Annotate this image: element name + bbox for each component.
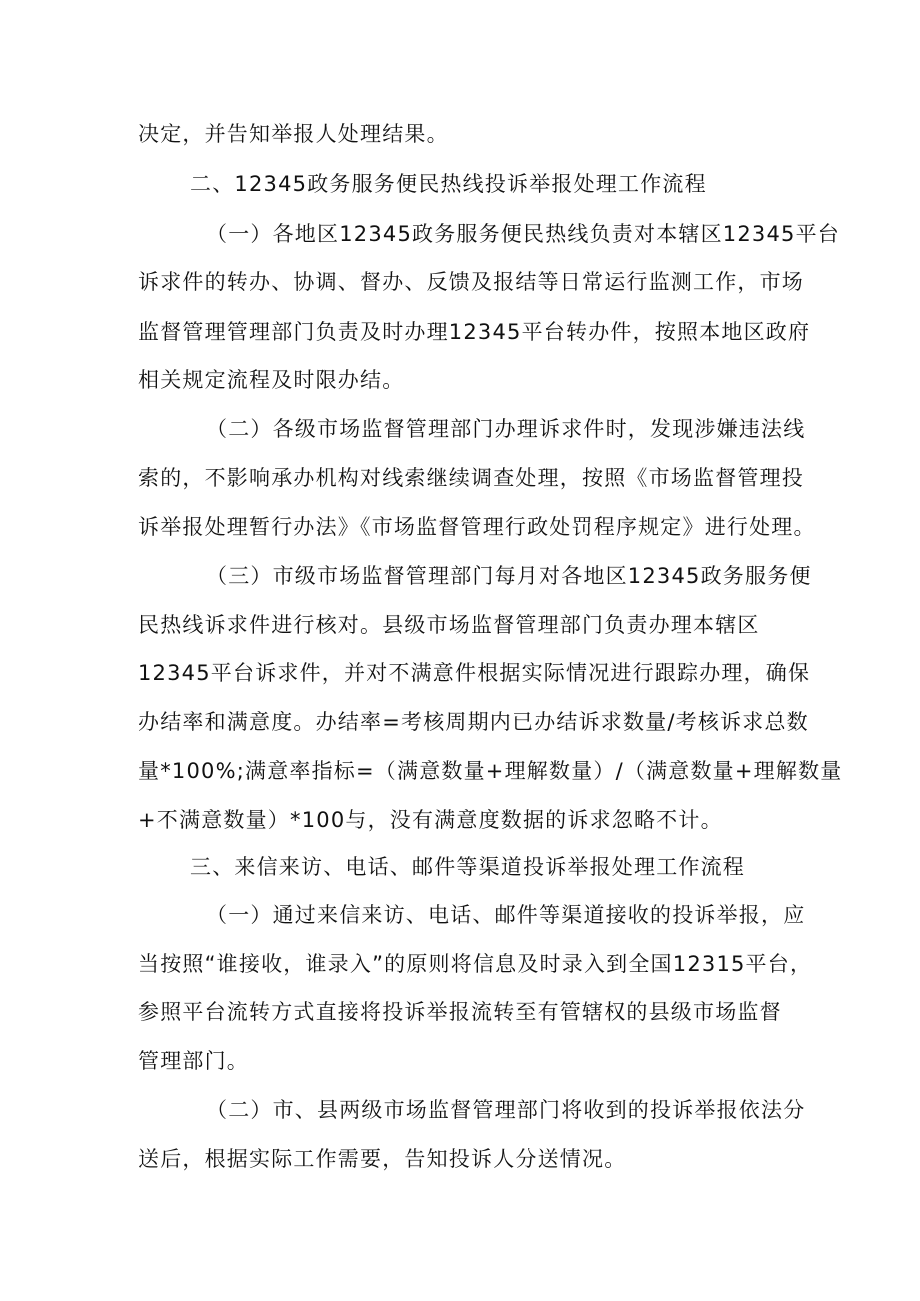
text-line-22: 送后，根据实际工作需要，告知投诉人分送情况。 bbox=[138, 1147, 627, 1171]
text-line-15: +不满意数量）*100与，没有满意度数据的诉求忽略不计。 bbox=[138, 808, 723, 832]
text-line-11: 民热线诉求件进行核对。县级市场监督管理部门负责办理本辖区 bbox=[138, 613, 760, 637]
text-line-7: （二）各级市场监督管理部门办理诉求件时，发现涉嫌违法线 bbox=[206, 417, 806, 441]
text-line-18: 当按照“谁接收，谁录入”的原则将信息及时录入到全国12315平台， bbox=[138, 952, 813, 976]
section-heading-2: 二、12345政务服务便民热线投诉举报处理工作流程 bbox=[190, 172, 707, 196]
section-heading-3: 三、来信来访、电话、邮件等渠道投诉举报处理工作流程 bbox=[190, 855, 745, 879]
text-line-19: 参照平台流转方式直接将投诉举报流转至有管辖权的县级市场监督 bbox=[138, 1000, 782, 1024]
text-line-3: （一）各地区12345政务服务便民热线负责对本辖区12345平台 bbox=[206, 222, 841, 246]
text-line-12: 12345平台诉求件，并对不满意件根据实际情况进行跟踪办理，确保 bbox=[138, 661, 811, 685]
text-line-1: 决定，并告知举报人处理结果。 bbox=[138, 122, 449, 146]
text-line-21: （二）市、县两级市场监督管理部门将收到的投诉举报依法分 bbox=[206, 1098, 806, 1122]
text-line-4: 诉求件的转办、协调、督办、反馈及报结等日常运行监测工作，市场 bbox=[138, 270, 804, 294]
text-line-10: （三）市级市场监督管理部门每月对各地区12345政务服务便 bbox=[206, 564, 812, 588]
text-line-6: 相关规定流程及时限办结。 bbox=[138, 368, 405, 392]
text-line-9: 诉举报处理暂行办法》《市场监督管理行政处罚程序规定》进行处理。 bbox=[138, 515, 816, 539]
text-line-20: 管理部门。 bbox=[138, 1049, 249, 1073]
text-line-17: （一）通过来信来访、电话、邮件等渠道接收的投诉举报，应 bbox=[206, 903, 806, 927]
text-line-14: 量*100%;满意率指标=（满意数量+理解数量）/（满意数量+理解数量 bbox=[138, 759, 843, 783]
text-line-13: 办结率和满意度。办结率=考核周期内已办结诉求数量/考核诉求总数 bbox=[138, 710, 809, 734]
text-line-5: 监督管理管理部门负责及时办理12345平台转办件，按照本地区政府 bbox=[138, 320, 811, 344]
text-line-8: 索的，不影响承办机构对线索继续调查处理，按照《市场监督管理投 bbox=[138, 466, 804, 490]
